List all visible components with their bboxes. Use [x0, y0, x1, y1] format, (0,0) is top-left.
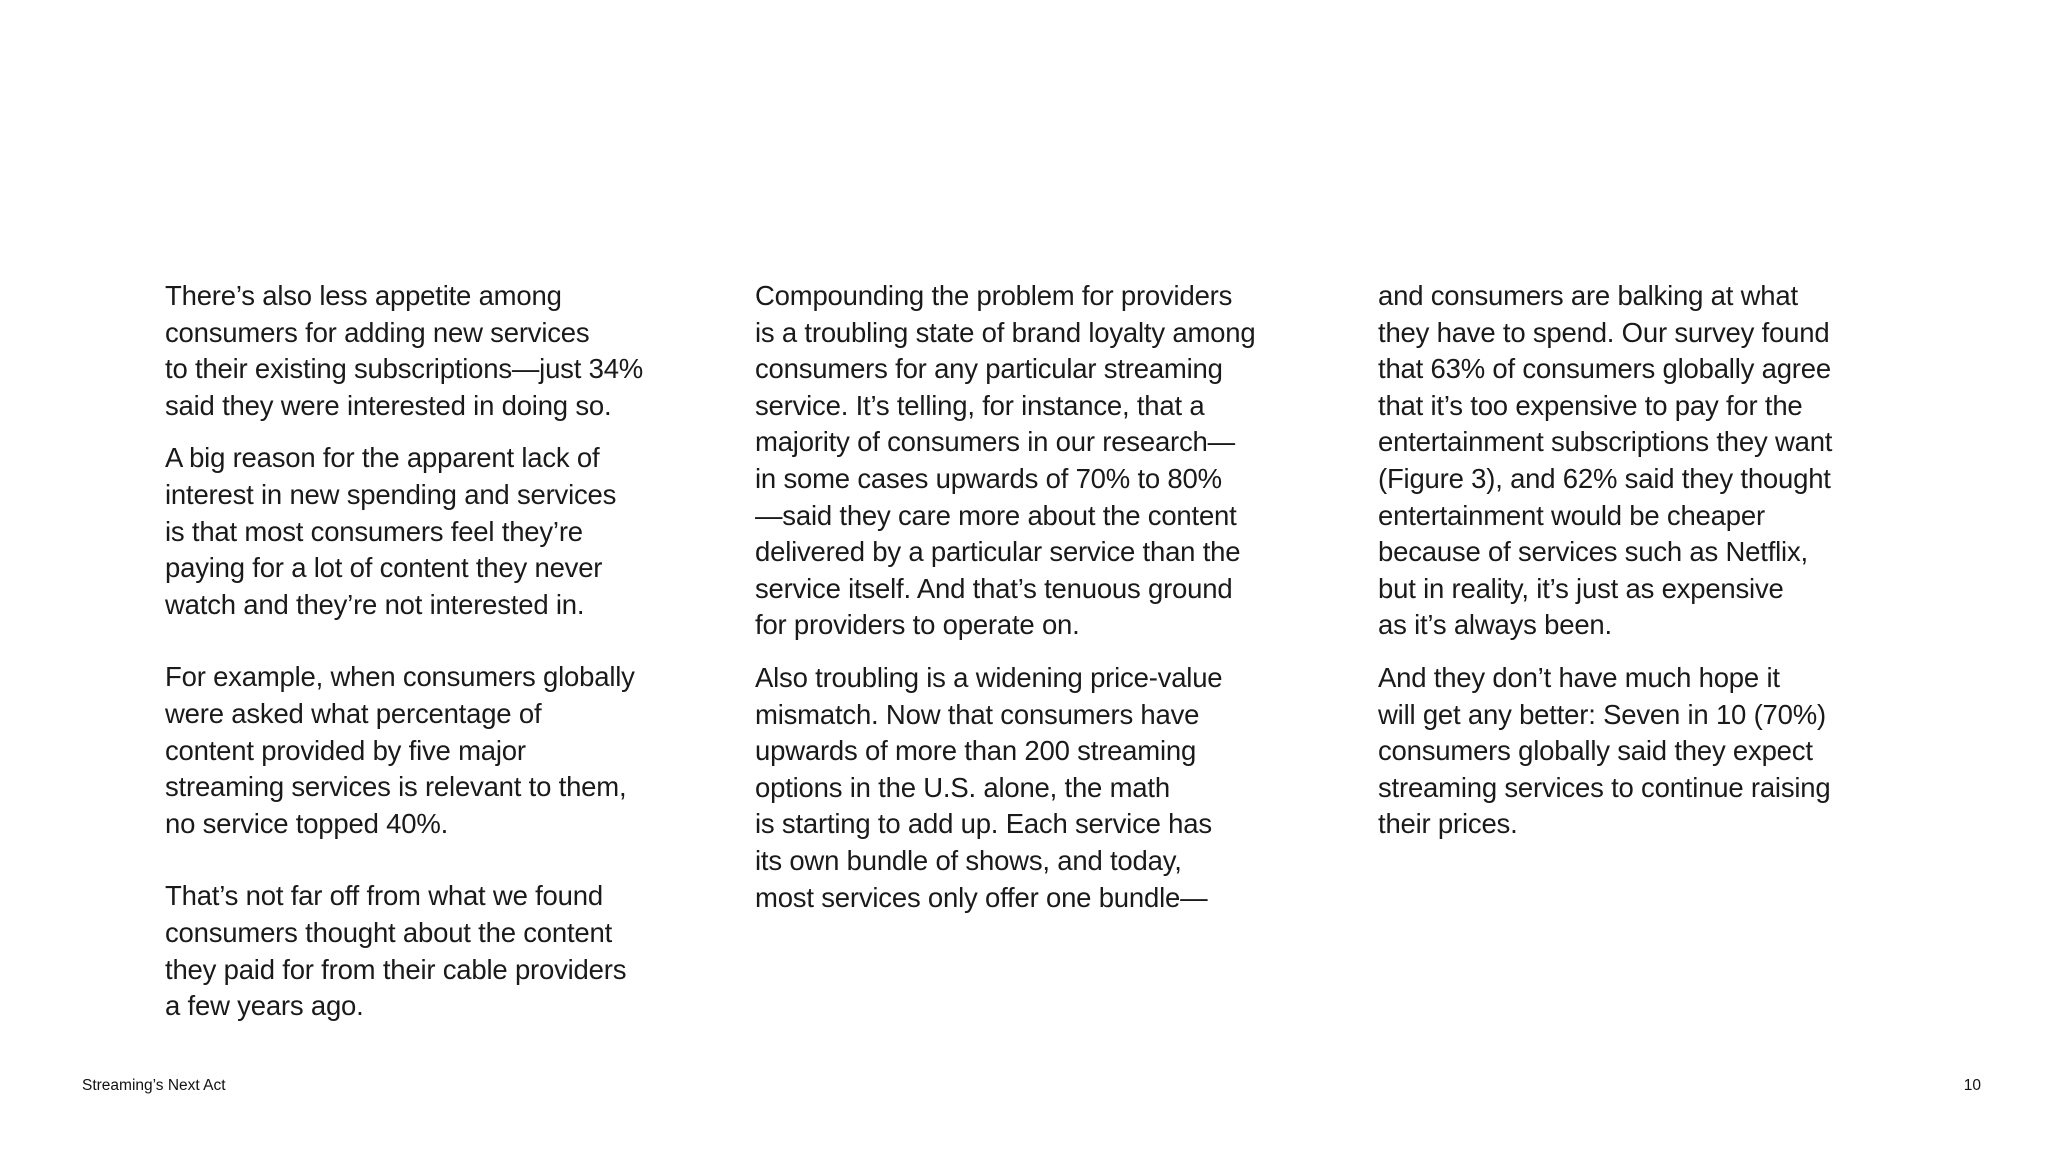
- paragraph: And they don’t have much hope it will get any better: Seven in 10 (70%) consumers globally said they expect streaming services to continue raising their prices.: [1378, 661, 1831, 840]
- paragraph: Compounding the problem for providers is a troubling state of brand loyalty among consumers for any particular streaming service. It’s telling, for instance, that a majority of consumers in our research— in some cases upwards of 70% to 80% —said they care more about the content delivered by a particular service than the service itself. And that’s tenuous ground for providers to operate on.: [755, 280, 1256, 641]
- paragraph: For example, when consumers globally were asked what percentage of content provided by five major streaming services is relevant to them, no service topped 40%.: [165, 661, 635, 839]
- footer-page-number: 10: [1963, 1077, 1981, 1094]
- paragraph: A big reason for the apparent lack of interest in new spending and services is that most consumers feel they’re paying for a lot of content they never watch and they’re not interested in.: [165, 442, 617, 620]
- text-column-1: [165, 278, 705, 1025]
- text-column-3: [1378, 278, 1938, 843]
- paragraph: and consumers are balking at what they have to spend. Our survey found that 63% of consumers globally agree that it’s too expensive to pay for the entertainment subscriptions they want (Figure 3), and 62% said they thought entertainment would be cheaper because of services such as Netflix, but in reality, it’s just as expensive as it’s always been.: [1378, 280, 1833, 641]
- text-column-2: [755, 278, 1315, 916]
- footer-document-title: Streaming’s Next Act: [82, 1077, 226, 1094]
- paragraph: There’s also less appetite among consumers for adding new services to their existing subscriptions—just 34% said they were interested in doing so.: [165, 280, 644, 421]
- paragraph: That’s not far off from what we found consumers thought about the content they paid for from their cable providers a few years ago.: [165, 880, 627, 1022]
- paragraph: Also troubling is a widening price-value mismatch. Now that consumers have upwards of more than 200 streaming options in the U.S. alone, the math is starting to add up. Each service has its own bundle of shows, and today, most services only offer one bundle—: [755, 661, 1223, 913]
